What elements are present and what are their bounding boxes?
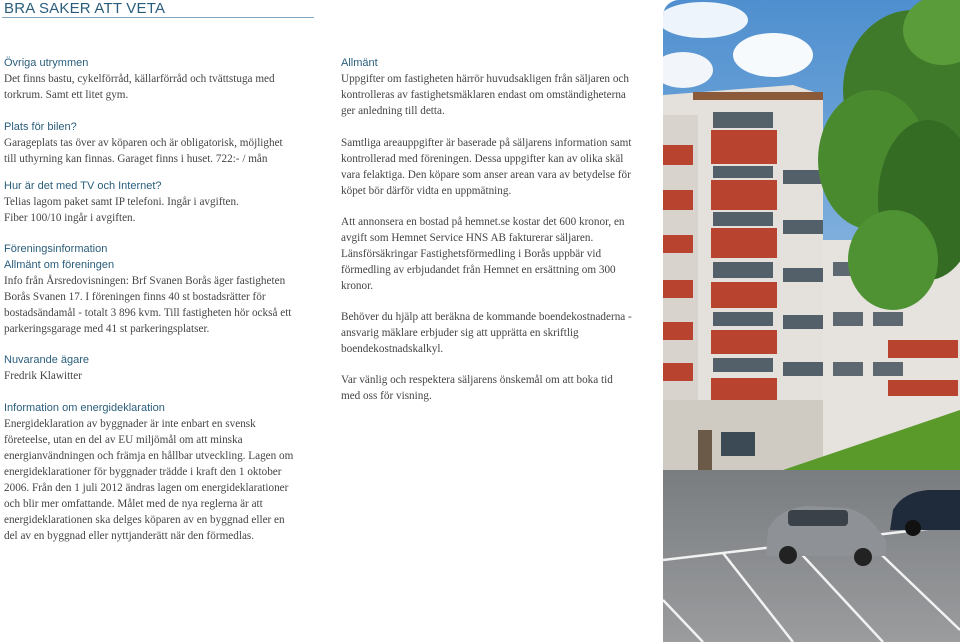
text-line: kontrolleras av fastighetsmäklaren endast om omständigheterna xyxy=(341,89,626,101)
section-heading: Övriga utrymmen xyxy=(4,57,89,69)
text-line: och blir mer omfattande. Målet med de nya reglerna är att xyxy=(4,498,263,510)
text-line: Det finns bastu, cykelförråd, källarförråd och tvättstuga med xyxy=(4,73,275,85)
text-line: kronor. xyxy=(341,280,374,292)
text-line: köpet bör därför vidta en uppmätning. xyxy=(341,185,512,197)
text-line: Länsförsäkringar Fastighetsförmedling i Borås uppbär vid xyxy=(341,248,602,260)
section-owner xyxy=(4,352,89,384)
paragraph-viewing xyxy=(341,372,613,404)
text-line: avgift som Hemnet Service HNS AB fakturerar säljaren. xyxy=(341,232,594,244)
section-heading: Nuvarande ägare xyxy=(4,354,90,366)
section-parking xyxy=(4,119,283,167)
text-line: energideklarationer för byggnader trädde i kraft den 1 oktober xyxy=(4,466,282,478)
text-line: energianvändningen och främja en hållbar utveckling. Lagen om xyxy=(4,450,294,462)
section-heading: Plats för bilen? xyxy=(4,121,77,133)
page-title: BRA SAKER ATT VETA xyxy=(4,0,166,17)
section-heading: Föreningsinformation xyxy=(4,243,108,255)
section-energy xyxy=(4,400,293,544)
text-line: Energideklaration av byggnader är inte enbart en svensk xyxy=(4,418,256,430)
text-line: ansvarig mäklare erbjuder sig att upprätta en skriftlig xyxy=(341,327,579,339)
text-line: boendekostnadskalkyl. xyxy=(341,343,444,355)
section-association xyxy=(4,241,291,337)
paragraph-hemnet xyxy=(341,214,625,294)
text-line: bostadsändamål - totalt 3 896 kvm. Till fastigheten hör också ett xyxy=(4,307,292,319)
text-line: kontrollerad med föreningen. Dessa uppgifter kan av olika skäl xyxy=(341,153,624,165)
text-line: Att annonsera en bostad på hemnet.se kostar det 600 kronor, en xyxy=(341,216,625,228)
section-heading: Allmänt xyxy=(341,57,378,69)
section-general xyxy=(341,55,629,119)
text-line: Uppgifter om fastigheten härrör huvudsakligen från säljaren och xyxy=(341,73,629,85)
text-line: Fredrik Klawitter xyxy=(4,370,82,382)
section-tv-internet xyxy=(4,178,239,226)
text-line: Behöver du hjälp att beräkna de kommande boendekostnaderna - xyxy=(341,311,632,323)
text-line: Info från Årsredovisningen: Brf Svanen Borås äger fastigheten xyxy=(4,275,286,287)
text-line: Borås Svanen 17. I föreningen finns 40 st bostadsrätter för xyxy=(4,291,266,303)
section-storage xyxy=(4,55,275,103)
paragraph-area xyxy=(341,135,631,199)
text-line: 2006. Från den 1 juli 2012 ändras lagen om energideklarationer xyxy=(4,482,289,494)
text-line: vara felaktiga. Den köpare som anser arean vara av betydelse för xyxy=(341,169,631,181)
section-subheading: Allmänt om föreningen xyxy=(4,259,115,271)
text-line: Fiber 100/10 ingår i avgiften. xyxy=(4,212,136,224)
text-line: förmedling av erbjudandet från Hemnet en ersättning om 300 xyxy=(341,264,616,276)
text-line: torkrum. Samt ett litet gym. xyxy=(4,89,129,101)
text-line: Samtliga areauppgifter är baserade på säljarens information samt xyxy=(341,137,632,149)
text-line: parkeringsgarage med 41 st parkeringsplatser. xyxy=(4,323,210,335)
text-line: del av en byggnad eller nyttjanderätt när den förmedlas. xyxy=(4,530,255,542)
text-line: Telias lagom paket samt IP telefoni. Ingår i avgiften. xyxy=(4,196,239,208)
text-line: Garageplats tas över av köparen och är obligatorisk, möjlighet xyxy=(4,137,283,149)
text-line: energideklarationen ska delges köparen av en byggnad eller en xyxy=(4,514,285,526)
paragraph-costs xyxy=(341,309,632,357)
title-divider xyxy=(2,17,314,18)
section-heading: Information om energideklaration xyxy=(4,402,165,414)
section-heading: Hur är det med TV och Internet? xyxy=(4,180,162,192)
text-line: företeelse, utan en del av EU miljömål om att minska xyxy=(4,434,243,446)
text-line: Var vänlig och respektera säljarens önskemål om att boka tid xyxy=(341,374,613,386)
text-line: till uthyrning kan finnas. Garaget finns i huset. 722:- / mån xyxy=(4,153,268,165)
text-line: ger anledning till detta. xyxy=(341,105,445,117)
text-line: med oss för visning. xyxy=(341,390,432,402)
apartment-building-photo xyxy=(663,0,960,642)
